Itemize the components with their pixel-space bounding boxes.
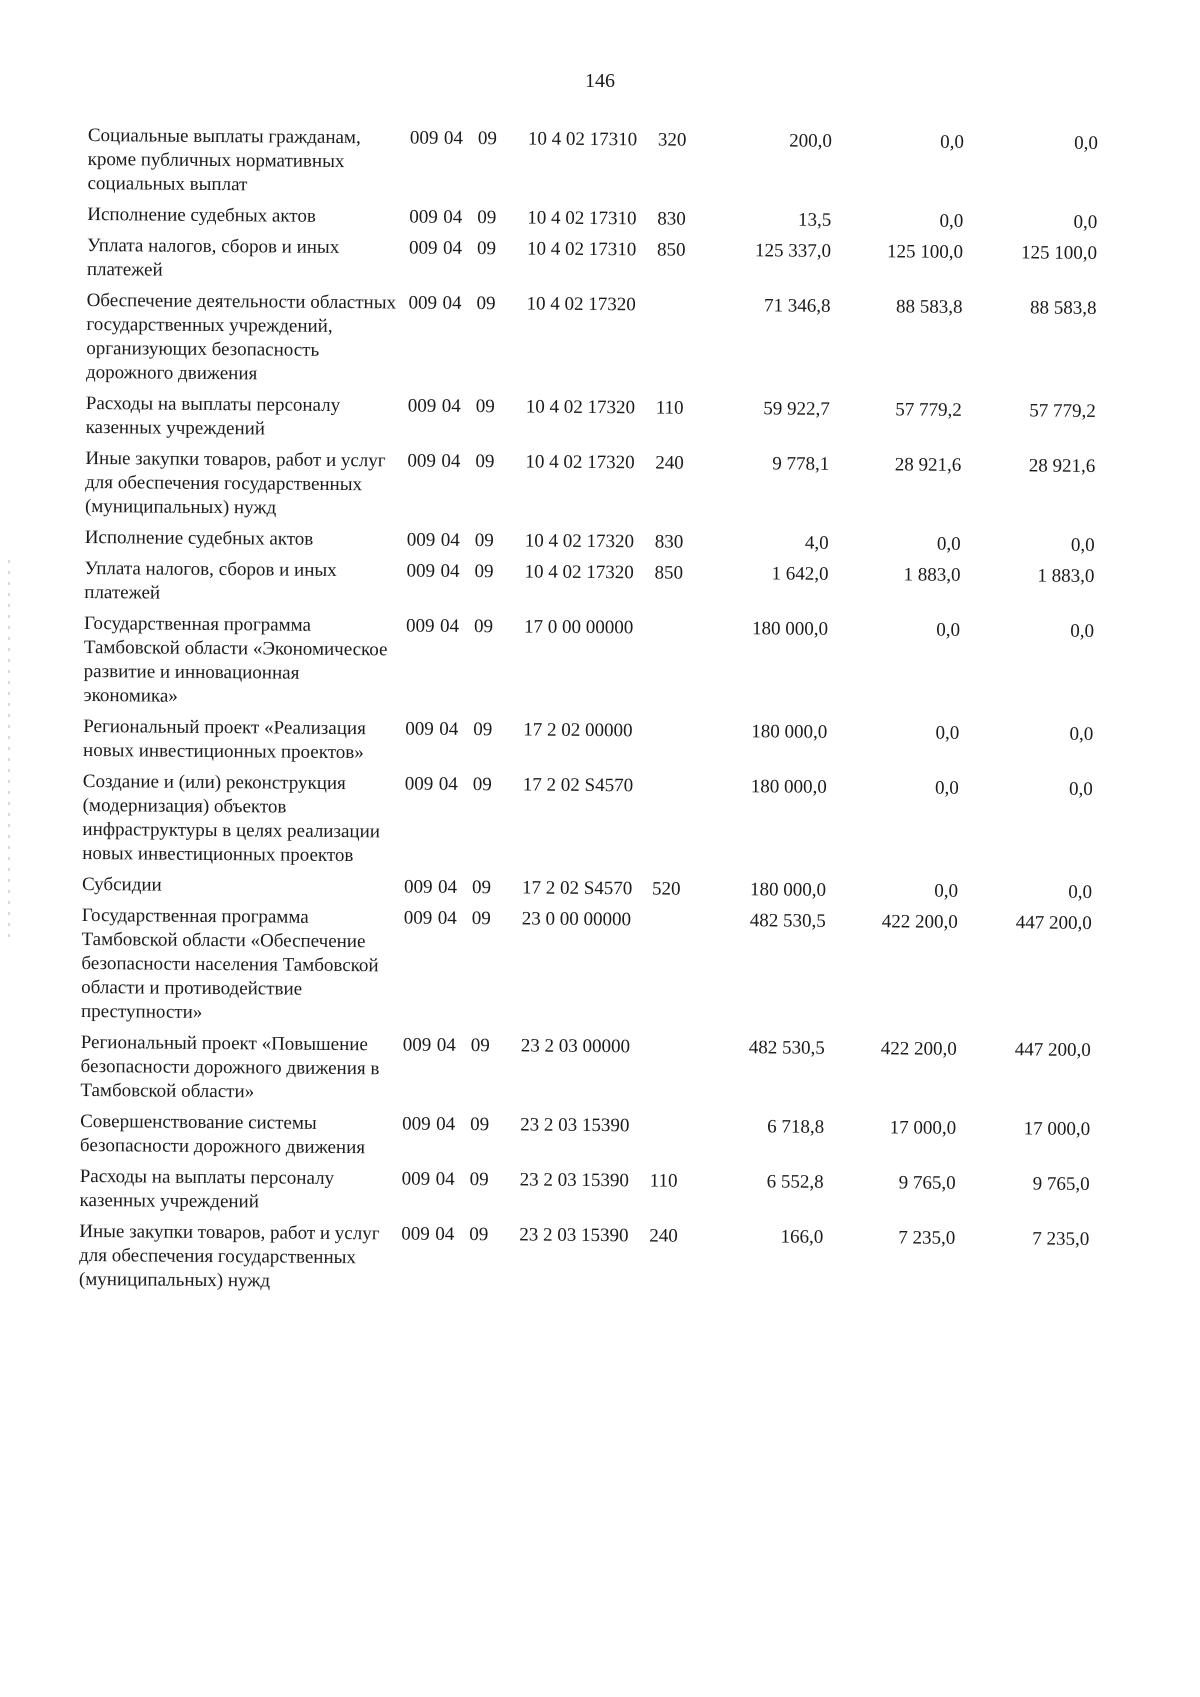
row-gr-code: 009 [402,1113,431,1135]
row-pr-code: 09 [474,530,494,552]
row-gr-code: 009 [403,907,433,929]
budget-table [79,124,1098,1307]
row-amount-3: 1 883,0 [1037,565,1095,587]
row-pr-code: 09 [473,719,493,741]
row-amount-2: 88 583,8 [896,296,963,318]
row-amount-1: 125 337,0 [754,240,832,262]
row-gr-code: 009 [405,615,435,637]
row-pr-code: 09 [476,293,496,315]
row-cs-code: 23 2 03 15390 [519,1224,629,1247]
row-amount-1: 200,0 [789,130,832,152]
row-name: Иные закупки товаров, работ и услуг для обеспечения государственных (муниципальных) нужд [78,1220,380,1292]
row-vr-code: 110 [655,397,684,419]
table-row [85,392,1095,455]
row-cs-code: 10 4 02 17320 [525,451,635,474]
row-amount-3: 17 000,0 [1023,1118,1091,1140]
row-amount-1: 180 000,0 [749,879,827,901]
row-amount-2: 0,0 [940,131,964,153]
row-amount-2: 28 921,6 [894,454,962,476]
row-rz-code: 04 [438,773,458,795]
row-gr-code: 009 [407,450,436,472]
row-cs-code: 10 4 02 17310 [527,128,638,151]
row-gr-code: 009 [401,1168,431,1190]
row-amount-3: 125 100,0 [1020,242,1098,264]
row-amount-2: 17 000,0 [889,1117,957,1139]
row-amount-2: 7 235,0 [898,1227,956,1249]
row-pr-code: 09 [469,1224,489,1246]
row-amount-2: 0,0 [939,210,964,232]
table-row [79,1165,1089,1228]
row-amount-3: 447 200,0 [1015,912,1092,934]
row-cs-code: 10 4 02 17310 [527,207,637,230]
row-amount-1: 482 530,5 [749,910,826,932]
row-rz-code: 04 [437,907,457,929]
row-amount-2: 0,0 [935,722,960,744]
row-amount-1: 9 778,1 [772,453,830,475]
row-pr-code: 09 [470,1035,490,1057]
row-vr-code [653,719,699,774]
row-amount-3: 0,0 [1073,211,1098,233]
row-amount-3: 0,0 [1069,723,1094,745]
row-name: Обеспечение деятельности областных государственных учреждений, организующих безопасность дорожного движения [85,289,397,385]
row-gr-code: 009 [403,876,433,898]
page-number: 146 [585,70,615,92]
row-amount-3: 88 583,8 [1030,297,1097,319]
row-rz-code: 04 [435,1223,455,1245]
row-amount-3: 28 921,6 [1028,455,1096,477]
table-row [83,612,1094,723]
row-pr-code: 09 [471,908,491,930]
row-pr-code: 09 [472,774,492,796]
table-row [79,1220,1090,1307]
row-name: Совершенствование системы безопасности дорожного движения [79,1110,366,1159]
row-cs-code: 23 2 03 15390 [519,1169,630,1192]
table-row [84,557,1094,620]
row-pr-code: 09 [477,128,497,150]
row-pr-code: 09 [477,207,497,229]
row-amount-1: 4,0 [804,532,829,554]
row-cs-code: 10 4 02 17310 [526,238,637,261]
row-name: Уплата налогов, сборов и иных платежей [84,557,337,604]
row-name: Иные закупки товаров, работ и услуг для обеспечения государственных (муниципальных) нужд [84,447,386,519]
row-cs-code: 10 4 02 17320 [526,293,636,316]
table-row [80,1110,1090,1173]
row-pr-code: 09 [476,238,497,260]
table-row [86,289,1097,400]
row-vr-code [656,293,703,396]
row-vr-code: 850 [656,239,686,261]
row-amount-3: 9 765,0 [1032,1173,1090,1195]
row-rz-code: 04 [436,1034,456,1056]
row-gr-code: 009 [408,292,438,314]
row-rz-code: 04 [435,1168,455,1190]
row-gr-code: 009 [407,395,437,417]
row-amount-1: 71 346,8 [764,295,831,317]
row-amount-3: 0,0 [1068,881,1093,903]
row-gr-code: 009 [402,1034,432,1056]
row-vr-code: 110 [649,1170,678,1192]
row-pr-code: 09 [471,877,492,899]
row-vr-code: 240 [649,1225,678,1247]
row-vr-code [652,774,699,877]
row-gr-code: 009 [405,718,434,740]
row-name: Расходы на выплаты персоналу казенных учреждений [79,1165,335,1213]
table-row [87,124,1098,211]
row-cs-code: 17 2 02 S4570 [522,774,634,797]
row-vr-code [653,616,700,719]
row-amount-1: 166,0 [780,1226,824,1248]
row-name: Региональный проект «Повышение безопасности дорожного движения в Тамбовской области» [80,1031,380,1103]
row-cs-code: 23 2 03 00000 [520,1035,631,1058]
row-amount-2: 0,0 [934,777,959,799]
row-rz-code: 04 [439,615,460,637]
row-vr-code: 320 [657,129,687,151]
row-amount-3: 0,0 [1074,132,1098,154]
row-vr-code: 830 [654,531,684,553]
row-vr-code: 830 [657,208,686,230]
row-gr-code: 009 [408,237,438,259]
row-amount-1: 59 922,7 [763,398,830,420]
row-pr-code: 09 [474,561,494,583]
row-gr-code: 009 [404,773,434,795]
row-name: Исполнение судебных актов [87,203,316,227]
row-rz-code: 04 [442,237,463,259]
row-rz-code: 04 [437,876,458,898]
row-amount-2: 1 883,0 [903,564,961,586]
row-amount-2: 0,0 [934,880,959,902]
row-amount-1: 180 000,0 [751,618,829,640]
table-row [81,904,1092,1039]
row-rz-code: 04 [440,560,460,582]
table-row [80,1031,1091,1118]
row-name: Социальные выплаты гражданам, кроме публичных нормативных социальных выплат [87,124,361,196]
row-amount-2: 57 779,2 [895,399,962,421]
row-amount-2: 422 200,0 [881,911,958,933]
row-amount-1: 180 000,0 [750,776,827,798]
row-cs-code: 17 2 02 00000 [523,719,633,742]
row-amount-1: 1 642,0 [771,563,829,585]
table-row [83,715,1093,778]
row-name: Расходы на выплаты персоналу казенных учреждений [85,392,341,440]
row-cs-code: 10 4 02 17320 [525,396,636,419]
row-vr-code: 240 [655,452,684,474]
row-amount-1: 13,5 [797,209,832,231]
row-amount-3: 57 779,2 [1029,400,1096,422]
row-cs-code: 17 0 00 00000 [523,616,634,639]
row-rz-code: 04 [439,718,459,740]
row-amount-2: 9 765,0 [898,1172,956,1194]
scan-artifact [8,560,10,940]
row-amount-1: 6 552,8 [766,1171,824,1193]
row-rz-code: 04 [441,450,461,472]
row-vr-code [650,1114,696,1169]
row-name: Региональный проект «Реализация новых инвестиционных проектов» [82,715,366,764]
table-row [87,234,1097,297]
row-pr-code: 09 [475,451,495,473]
row-rz-code: 04 [440,529,460,551]
row-cs-code: 17 2 02 S4570 [521,877,633,900]
row-name: Уплата налогов, сборов и иных платежей [86,234,340,281]
row-name: Государственная программа Тамбовской области «Экономическое развитие и инновационная экономика» [83,612,388,707]
row-name: Субсидии [81,873,162,896]
row-pr-code: 09 [469,1169,489,1191]
row-cs-code: 23 2 03 15390 [520,1114,630,1137]
row-amount-1: 482 530,5 [748,1037,825,1059]
row-amount-1: 180 000,0 [751,721,828,743]
row-amount-2: 125 100,0 [886,241,964,263]
row-vr-code [650,1035,697,1114]
row-gr-code: 009 [406,560,436,582]
row-pr-code: 09 [470,1114,490,1136]
row-rz-code: 04 [441,395,461,417]
row-amount-1: 6 718,8 [767,1116,825,1138]
row-gr-code: 009 [409,127,439,149]
row-cs-code: 23 0 00 00000 [521,908,632,931]
row-rz-code: 04 [442,292,462,314]
row-pr-code: 09 [473,616,494,638]
row-cs-code: 10 4 02 17320 [524,561,634,584]
row-name: Создание и (или) реконструкция (модернизация) объектов инфраструктуры в целях реализации новых инвестиционных проектов [82,770,381,867]
row-rz-code: 04 [443,127,463,149]
row-gr-code: 009 [409,206,438,228]
row-amount-3: 7 235,0 [1032,1228,1090,1250]
row-amount-2: 422 200,0 [880,1038,957,1060]
row-cs-code: 10 4 02 17320 [524,530,635,553]
row-name: Исполнение судебных актов [84,526,314,550]
row-vr-code: 520 [651,878,681,900]
row-amount-3: 447 200,0 [1014,1039,1091,1061]
table-body [79,124,1098,1307]
row-pr-code: 09 [475,396,495,418]
row-amount-2: 0,0 [936,619,961,641]
row-amount-3: 0,0 [1070,620,1095,642]
row-rz-code: 04 [436,1113,456,1135]
row-vr-code [651,908,698,1035]
row-name: Государственная программа Тамбовской области «Обеспечение безопасности населения Тамбовской области и противодействие преступности» [80,904,379,1023]
row-rz-code: 04 [443,206,463,228]
row-gr-code: 009 [401,1223,430,1245]
row-gr-code: 009 [406,529,436,551]
table-row [85,447,1096,534]
table-row [82,770,1093,881]
row-amount-3: 0,0 [1068,778,1093,800]
row-amount-3: 0,0 [1070,534,1095,556]
row-vr-code: 850 [654,562,684,584]
row-amount-2: 0,0 [936,533,961,555]
